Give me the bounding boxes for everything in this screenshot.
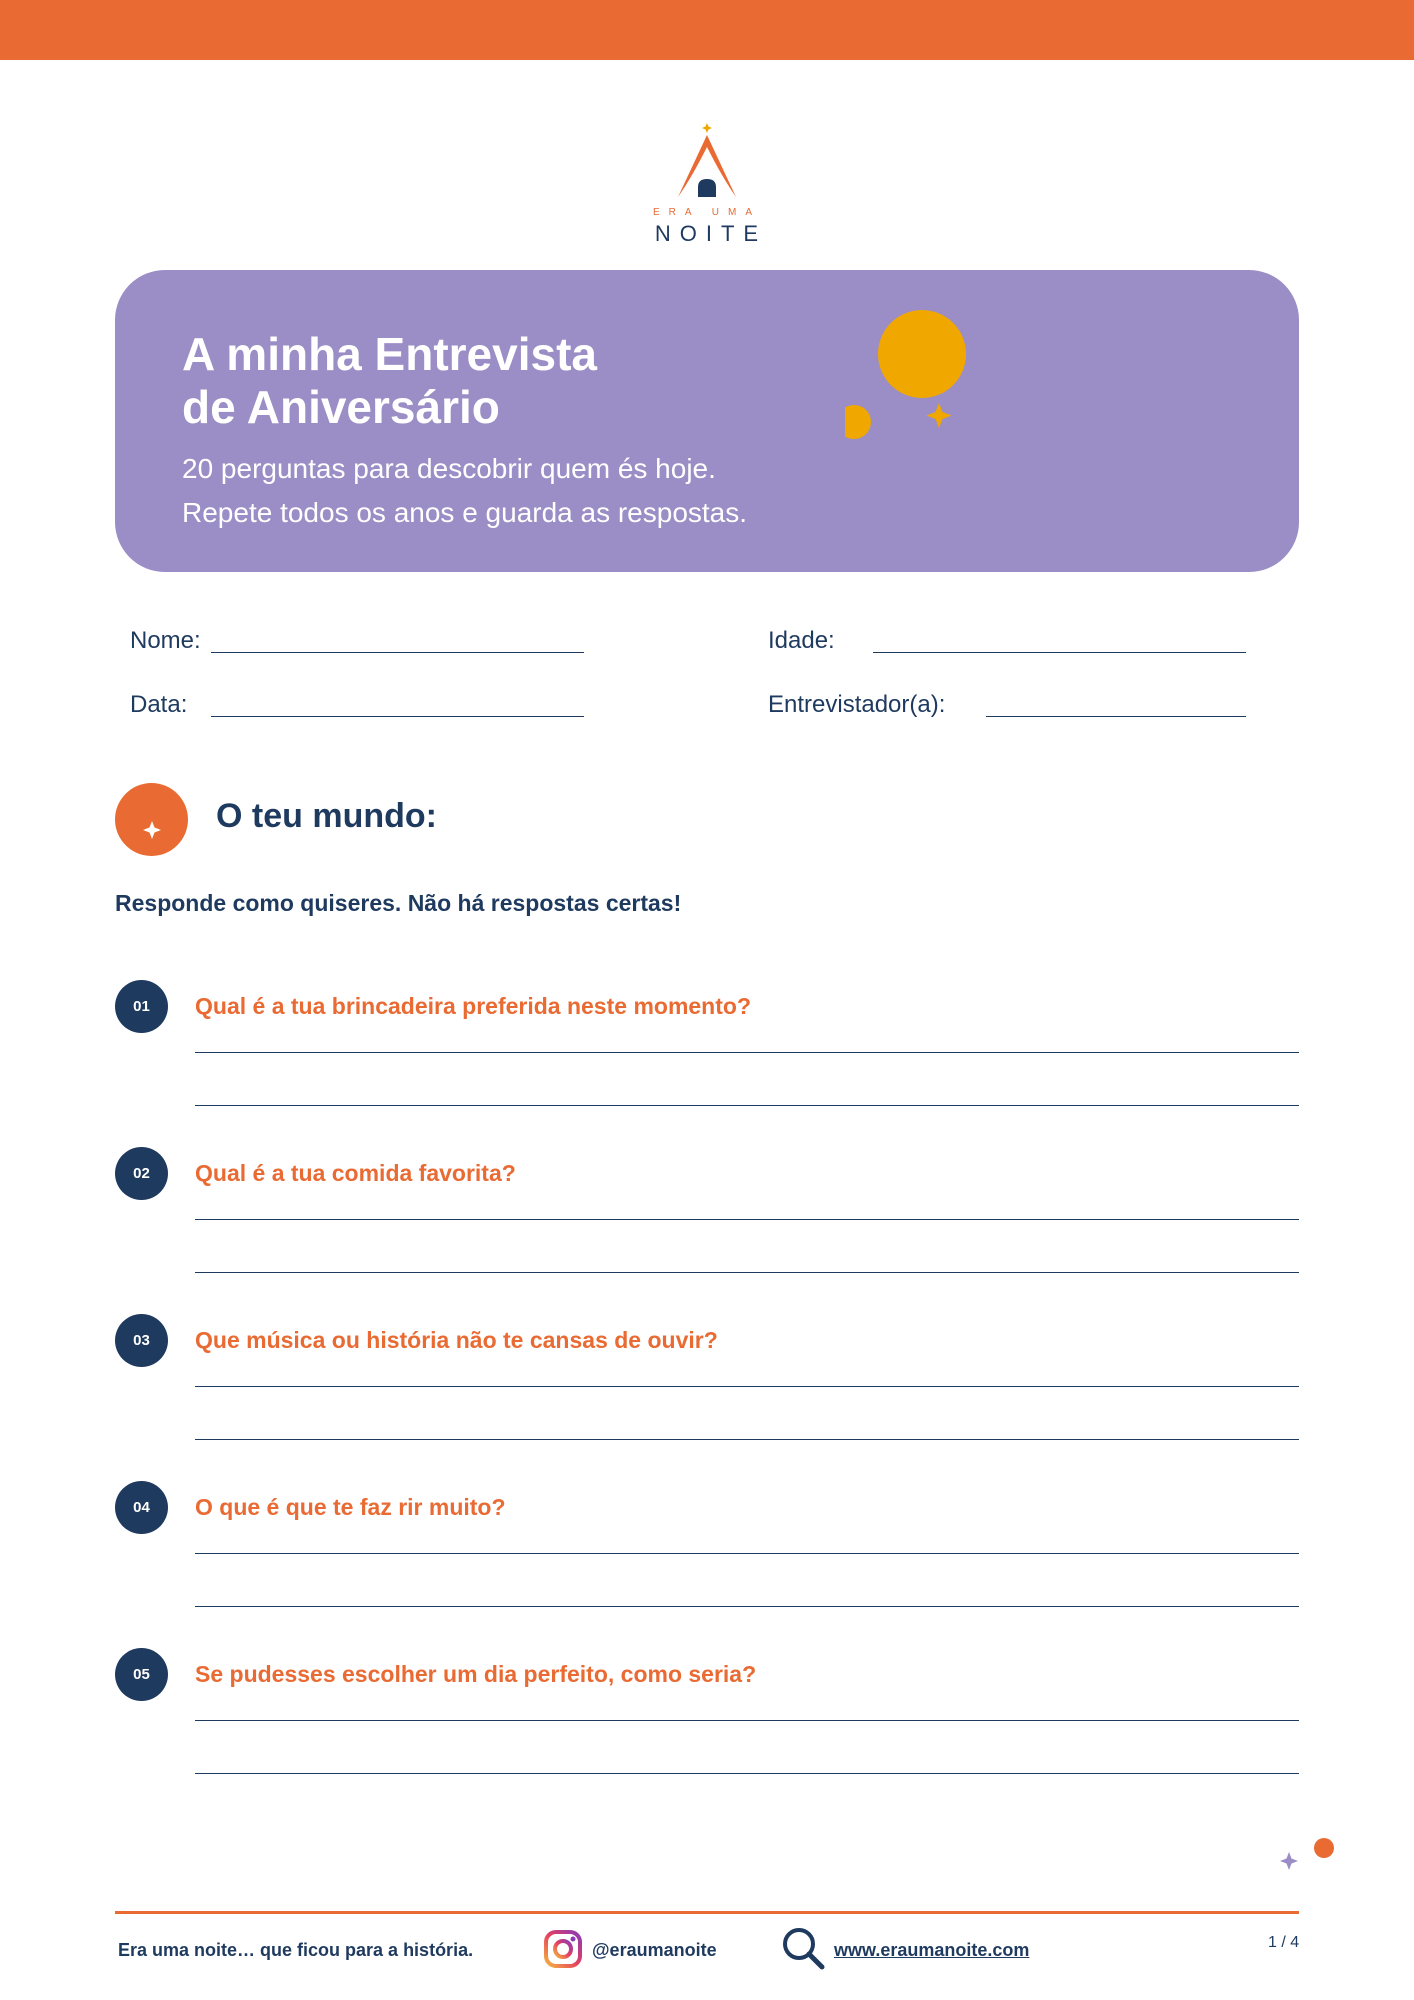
answer-line[interactable] [195, 1386, 1299, 1387]
hero-banner [115, 270, 1299, 572]
footer-website-link[interactable]: www.eraumanoite.com [834, 1940, 1030, 1960]
question-text: O que é que te faz rir muito? [195, 1494, 506, 1520]
brand-logo [640, 115, 774, 250]
question-number: 03 [115, 1314, 168, 1367]
hero-title-line2: de Aniversário [182, 381, 500, 433]
footer-instagram[interactable]: @eraumanoite [592, 1940, 717, 1960]
search-icon [780, 1925, 826, 1971]
hero-title-line1: A minha Entrevista [182, 328, 597, 380]
logo-small-text: ERA UMA [652, 207, 761, 218]
question-item [0, 1481, 1414, 1641]
question-text: Qual é a tua comida favorita? [195, 1160, 516, 1186]
hero-subtitle-line2: Repete todos os anos e guarda as respostas. [182, 497, 748, 528]
answer-line[interactable] [195, 1105, 1299, 1106]
question-item [0, 1314, 1414, 1474]
question-text: Qual é a tua brincadeira preferida neste momento? [195, 993, 751, 1019]
section-intro: Responde como quiseres. Não há respostas certas! [115, 890, 682, 916]
date-field[interactable] [211, 716, 584, 717]
page-number: 1 / 4 [1268, 1934, 1300, 1951]
tent-logo-icon [640, 115, 774, 210]
question-item [0, 1648, 1414, 1808]
moon-decoration-icon [845, 310, 1005, 440]
answer-line[interactable] [195, 1052, 1299, 1053]
logo-big-text: NOITE [654, 221, 768, 246]
interviewer-field[interactable] [986, 716, 1246, 717]
section-icon [115, 783, 188, 856]
name-field[interactable] [211, 652, 584, 653]
interviewer-label: Entrevistador(a): [768, 691, 946, 718]
section-title: O teu mundo: [216, 797, 437, 835]
answer-line[interactable] [195, 1219, 1299, 1220]
answer-line[interactable] [195, 1272, 1299, 1273]
age-label: Idade: [768, 627, 835, 654]
name-label: Nome: [130, 627, 201, 654]
answer-line[interactable] [195, 1720, 1299, 1721]
instagram-icon[interactable] [543, 1929, 583, 1969]
hero-subtitle-line1: 20 perguntas para descobrir quem és hoje. [182, 453, 716, 484]
sparkle-decoration-icon [1275, 1830, 1335, 1880]
date-label: Data: [130, 691, 188, 718]
top-accent-bar [0, 0, 1414, 60]
question-number: 01 [115, 980, 168, 1033]
answer-line[interactable] [195, 1439, 1299, 1440]
answer-line[interactable] [195, 1553, 1299, 1554]
question-number: 05 [115, 1648, 168, 1701]
footer-divider [115, 1911, 1299, 1914]
question-item [0, 1147, 1414, 1307]
question-item [0, 980, 1414, 1140]
hero-title [182, 328, 597, 434]
age-field[interactable] [873, 652, 1246, 653]
answer-line[interactable] [195, 1606, 1299, 1607]
hero-subtitle [182, 447, 747, 535]
sparkle-icon [115, 783, 188, 856]
question-number: 02 [115, 1147, 168, 1200]
question-number: 04 [115, 1481, 168, 1534]
question-text: Se pudesses escolher um dia perfeito, como seria? [195, 1661, 757, 1687]
footer-tagline: Era uma noite… que ficou para a história. [118, 1940, 474, 1960]
question-text: Que música ou história não te cansas de ouvir? [195, 1327, 718, 1353]
answer-line[interactable] [195, 1773, 1299, 1774]
